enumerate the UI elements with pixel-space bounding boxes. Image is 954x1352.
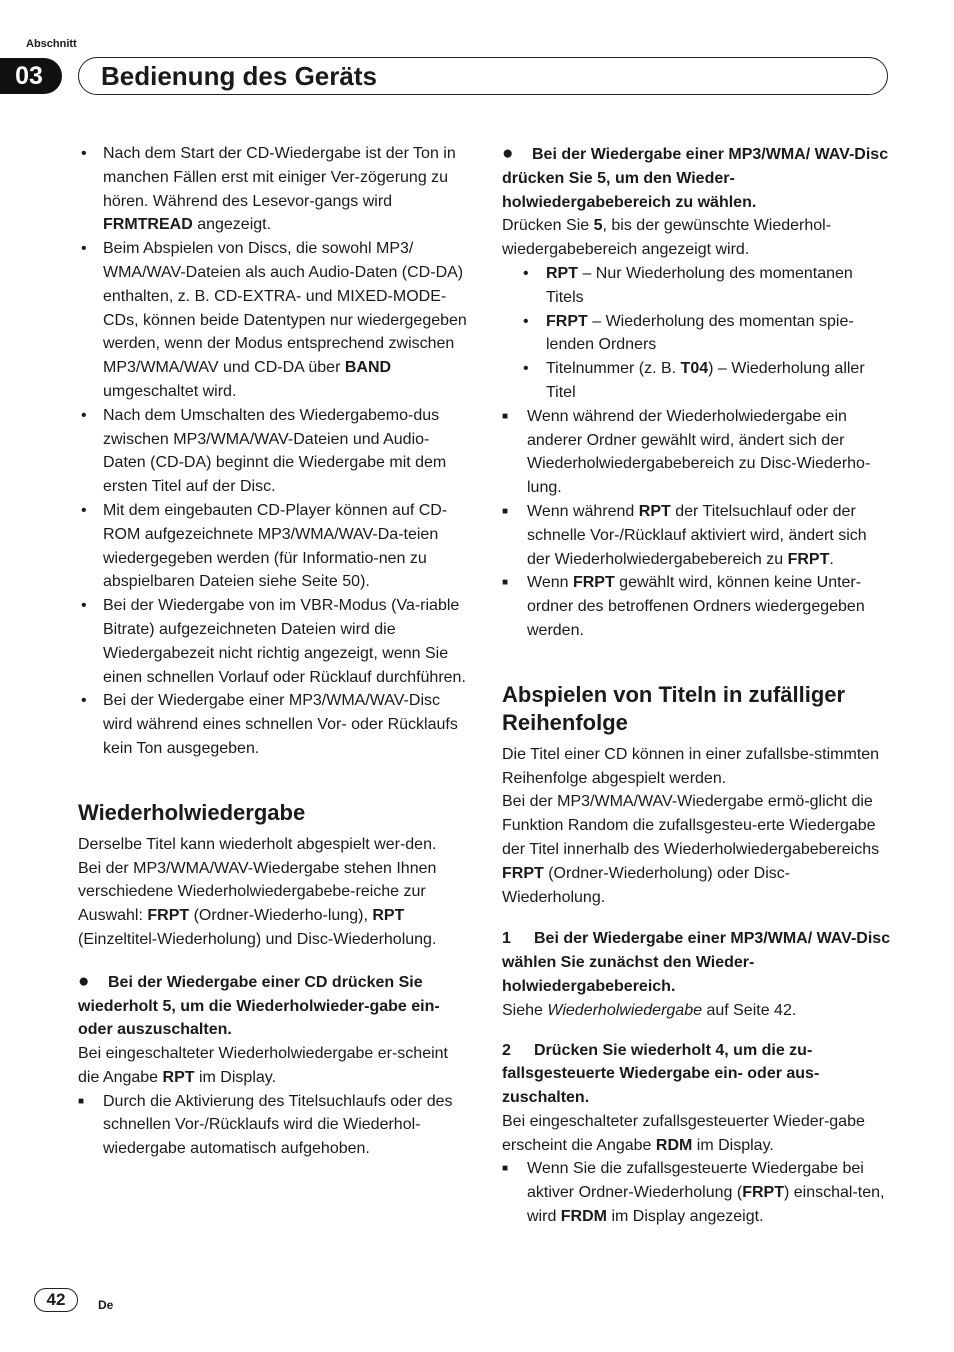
mp3-repeat-text: Drücken Sie 5, bis der gewünschte Wiederhol-wiedergabebereich angezeigt wird. (502, 217, 832, 259)
list-item: • Titelnummer (z. B. T04) – Wiederholung aller Titel (502, 357, 892, 405)
list-item: • Bei der Wiedergabe einer MP3/WMA/WAV-Disc wird während eines schnellen Vor- oder Rücklaufs kein Ton ausgegeben. (78, 689, 468, 760)
cd-repeat-text: Bei eingeschalteter Wiederholwiedergabe er-scheint die Angabe RPT im Display. (78, 1045, 448, 1086)
random-step-2-text: Bei eingeschalteter zufallsgesteuerter Wieder-gabe erscheint die Angabe RDM im Display. (502, 1112, 865, 1154)
random-step-1: 1 Bei der Wiedergabe einer MP3/WMA/ WAV-Disc wählen Sie zunächst den Wieder-holwiedergabebereich. (502, 930, 891, 995)
repeat-note-1: ■ Wenn während der Wiederholwiedergabe ein anderer Ordner gewählt wird, ändert sich der Wiederholwiedergabebereich zu Disc-Wiederho-lung. (502, 405, 892, 500)
list-item: • Mit dem eingebauten CD-Player können auf CD-ROM aufgezeichnete MP3/WMA/WAV-Da-teien wiedergegeben werden (für Informatio-nen zu abspielbaren Dateien siehe Seite 50). (78, 499, 468, 594)
repeat-heading: Wiederholwiedergabe (78, 799, 306, 825)
left-column (78, 142, 468, 1161)
repeat-intro-1: Derselbe Titel kann wiederholt abgespielt wer-den. (78, 835, 437, 853)
random-heading: Abspielen von Titeln in zufälliger Reihenfolge (502, 681, 846, 735)
cd-repeat-note: ■ Durch die Aktivierung des Titelsuchlaufs oder des schnellen Vor-/Rücklaufs wird die Wiederhol-wiedergabe automatisch aufgehoben. (78, 1090, 468, 1161)
language-code: De (98, 1298, 114, 1312)
list-item: • Nach dem Start der CD-Wiedergabe ist der Ton in manchen Fällen erst mit einiger Ver-zögerung zu hören. Während des Lesevor-gangs wird FRMTREAD angezeigt. (78, 142, 468, 237)
step-bullet-icon: ● (502, 143, 514, 164)
notes-list (78, 142, 468, 761)
step-bullet-icon: ● (78, 970, 90, 992)
list-item: • FRPT – Wiederholung des momentan spie-lenden Ordners (502, 310, 892, 358)
list-item: • RPT – Nur Wiederholung des momentanen Titels (502, 262, 892, 310)
section-label: Abschnitt (26, 38, 77, 50)
list-item: • Beim Abspielen von Discs, die sowohl MP3/ WMA/WAV-Dateien als auch Audio-Daten (CD-DA) enthalten, z. B. CD-EXTRA- und MIXED-MODE-CDs, können beide Datentypen nur wiedergegeben werden, wenn der Modus entsprechend zwischen MP3/WMA/WAV und CD-DA über BAND umgeschaltet wird. (78, 237, 468, 404)
random-intro-2: Bei der MP3/WMA/WAV-Wiedergabe ermö-glicht die Funktion Random die zufallsgesteu-erte Wiedergabe der Titel innerhalb des Wiederholwiedergabebereichs FRPT (Ordner-Wiederholung) oder Disc-Wiederholung. (502, 793, 880, 906)
chapter-header (78, 57, 888, 95)
repeat-note-2: ■ Wenn während RPT der Titelsuchlauf oder der schnelle Vor-/Rücklauf aktiviert wird, ändert sich der Wiederholwiedergabebereich zu FRPT. (502, 500, 892, 571)
list-item: • Nach dem Umschalten des Wiedergabemo-dus zwischen MP3/WMA/WAV-Dateien und Audio-Daten (CD-DA) beginnt die Wiedergabe mit dem ersten Titel auf der Disc. (78, 404, 468, 499)
repeat-intro-2: Bei der MP3/WMA/WAV-Wiedergabe stehen Ihnen verschiedene Wiederholwiedergabebe-reiche zur Auswahl: FRPT (Ordner-Wiederho-lung), RPT (Einzeltitel-Wiederholung) und Disc-Wiederholung. (78, 859, 437, 948)
repeat-note-3: ■ Wenn FRPT gewählt wird, können keine Unter-ordner des betroffenen Ordners wiedergegeben werden. (502, 571, 892, 642)
section-number: 03 (0, 58, 62, 94)
page-number: 42 (34, 1288, 78, 1312)
random-note: ■ Wenn Sie die zufallsgesteuerte Wiedergabe bei aktiver Ordner-Wiederholung (FRPT) einschal-ten, wird FRDM im Display angezeigt. (502, 1157, 892, 1228)
cd-repeat-step: ● Bei der Wiedergabe einer CD drücken Sie wiederholt 5, um die Wiederholwieder-gabe ein- oder auszuschalten. (78, 970, 440, 1039)
repeat-options-list (502, 262, 892, 405)
right-column (502, 142, 892, 1229)
mp3-repeat-step: ● Bei der Wiedergabe einer MP3/WMA/ WAV-Disc drücken Sie 5, um den Wieder-holwiedergabebereich zu wählen. (502, 143, 889, 211)
random-step-1-text: Siehe Wiederholwiedergabe auf Seite 42. (502, 1001, 797, 1019)
list-item: • Bei der Wiedergabe von im VBR-Modus (Va-riable Bitrate) aufgezeichneten Dateien wird die Wiedergabezeit nicht richtig angezeigt, wenn Sie einen schnellen Vorlauf oder Rücklauf durchführen. (78, 594, 468, 689)
chapter-title: Bedienung des Geräts (101, 61, 377, 91)
random-step-2: 2 Drücken Sie wiederholt 4, um die zu-fallsgesteuerte Wiedergabe ein- oder aus-zuschalten. (502, 1041, 820, 1107)
random-intro-1: Die Titel einer CD können in einer zufallsbe-stimmten Reihenfolge abgespielt werden. (502, 745, 880, 787)
